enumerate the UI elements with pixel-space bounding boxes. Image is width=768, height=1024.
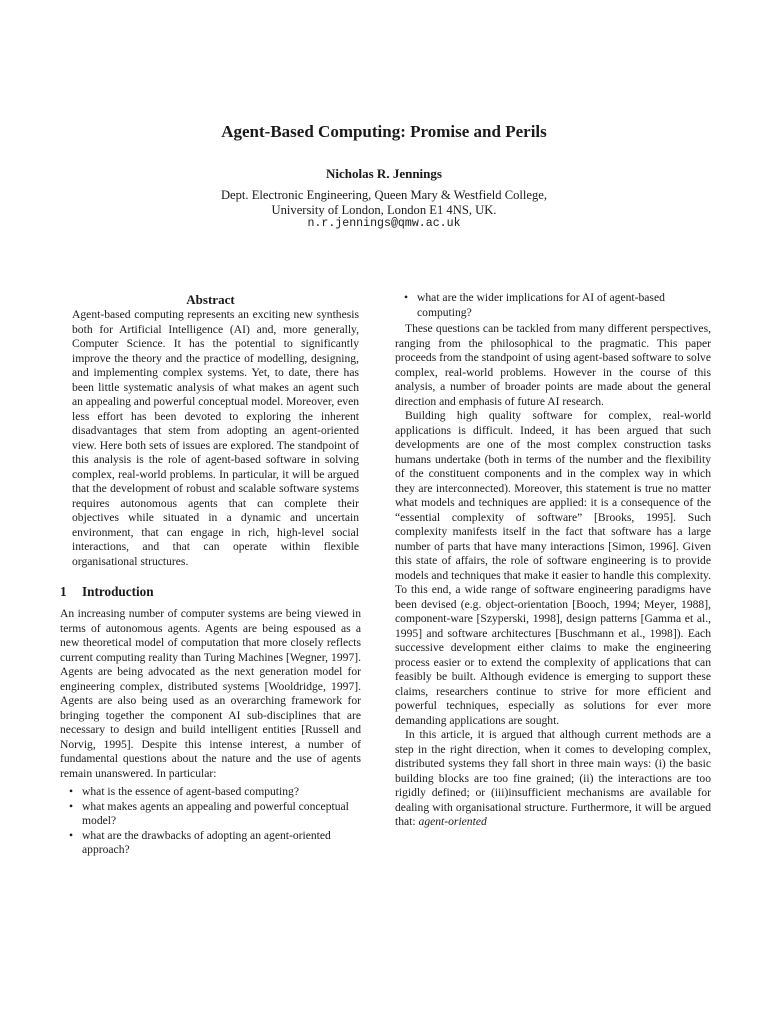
affiliation-line-1: Dept. Electronic Engineering, Queen Mary & Westfield College,: [220, 188, 548, 202]
body-paragraph-4: [395, 728, 711, 830]
bullet-icon: •: [69, 785, 74, 798]
bullet-icon: •: [69, 799, 74, 813]
paragraph-4-emphasis: agent-oriented: [418, 815, 487, 828]
bullet-icon: •: [404, 291, 409, 304]
paragraph-4-text: In this article, it is argued that although current methods are a step in the right direction, when it comes to developing complex, distributed systems they fall short in three main ways: (i) the basic building blocks are too fine grained; (ii) the interactions are too rigidly defined; or (iii)insufficient mechanisms are available for dealing with organisational structure. Furthermore, it will be argued that:: [395, 728, 711, 828]
section-number: 1: [60, 584, 67, 599]
paper-title: Agent-Based Computing: Promise and Perils: [221, 122, 547, 141]
abstract-heading: Abstract: [186, 292, 235, 307]
section-heading-introduction: [60, 583, 361, 601]
question-list: [60, 785, 361, 858]
right-column: [395, 291, 711, 830]
intro-paragraph: An increasing number of computer systems are being viewed in terms of autonomous agents. Agents are being espoused as a new theoretical model of computation that more closely reflects current computing reality than Turing Machines [Wegner, 1997]. Agents are being advocated as the next generation model for engineering complex, distributed systems [Wooldridge, 1997]. Agents are also being used as an overarching framework for bringing together the component AI sub-disciplines that are necessary to design and build intelligent entities [Russell and Norvig, 1995]. Despite this intense interest, a number of fundamental questions about the nature and the use of agents remain unanswered. In particular:: [60, 607, 361, 780]
author-email: n.r.jennings@qmw.ac.uk: [307, 217, 461, 230]
bullet-icon: •: [69, 828, 74, 842]
question-list-continued: [395, 291, 711, 320]
affiliation-line-2: University of London, London E1 4NS, UK.: [271, 203, 497, 217]
question-item: • what are the drawbacks of adopting an agent-oriented approach?: [69, 828, 331, 856]
author-name: Nicholas R. Jennings: [326, 166, 442, 181]
question-item: • what are the wider implications for AI of agent-based computing?: [404, 291, 665, 319]
abstract-body: Agent-based computing represents an exciting new synthesis both for Artificial Intelligence (AI) and, more generally, Computer Science. It has the potential to significantly improve the theory and the practice of modelling, designing, and implementing complex systems. Yet, to date, there has been little systematic analysis of what makes an agent such an appealing and powerful conceptual model. Moreover, even less effort has been devoted to exploring the inherent disadvantages that stem from adopting an agent-oriented view. Here both sets of issues are explored. The standpoint of this analysis is the role of agent-based software in solving complex, real-world problems. In particular, it will be argued that the development of robust and scalable software systems requires autonomous agents that can complete their objectives while situated in a dynamic and uncertain environment, that can engage in rich, high-level social interactions, and that can operate within flexible organisational structures.: [72, 308, 360, 568]
section-title: Introduction: [82, 584, 154, 599]
left-column: [60, 291, 361, 858]
question-item: • what makes agents an appealing and powerful conceptual model?: [69, 799, 349, 827]
body-paragraph-2: These questions can be tackled from many different perspectives, ranging from the philosophical to the pragmatic. This paper proceeds from the standpoint of using agent-based software to solve complex, real-world problems. However in the course of this analysis, a number of broader points are made about the general direction and emphasis of future AI research.: [395, 322, 711, 408]
question-item: • what is the essence of agent-based computing?: [69, 785, 299, 798]
body-paragraph-3: Building high quality software for complex, real-world applications is difficult. Indeed, it has been argued that such developments are one of the most complex construction tasks humans undertake (both in terms of the number and the flexibility of the constituent components and in the complex way in which they are interconnected). Moreover, this statement is true no matter what models and techniques are applied: it is a consequence of the “essential complexity of software” [Brooks, 1995]. Such complexity manifests itself in the fact that software has a large number of parts that have many interactions [Simon, 1996]. Given this state of affairs, the role of software engineering is to provide models and techniques that make it easier to handle this complexity. To this end, a wide range of software engineering paradigms have been devised (e.g. object-orientation [Booch, 1994; Meyer, 1988], component-ware [Szyperski, 1998], design patterns [Gamma et al., 1995] and software architectures [Buschmann et al., 1998]). Each successive development either claims to make the engineering process easier or to extend the complexity of applications that can feasibly be built. Although evidence is emerging to support these claims, researchers continue to strive for more efficient and powerful techniques, especially as solutions for ever more demanding applications are sought.: [395, 409, 711, 727]
